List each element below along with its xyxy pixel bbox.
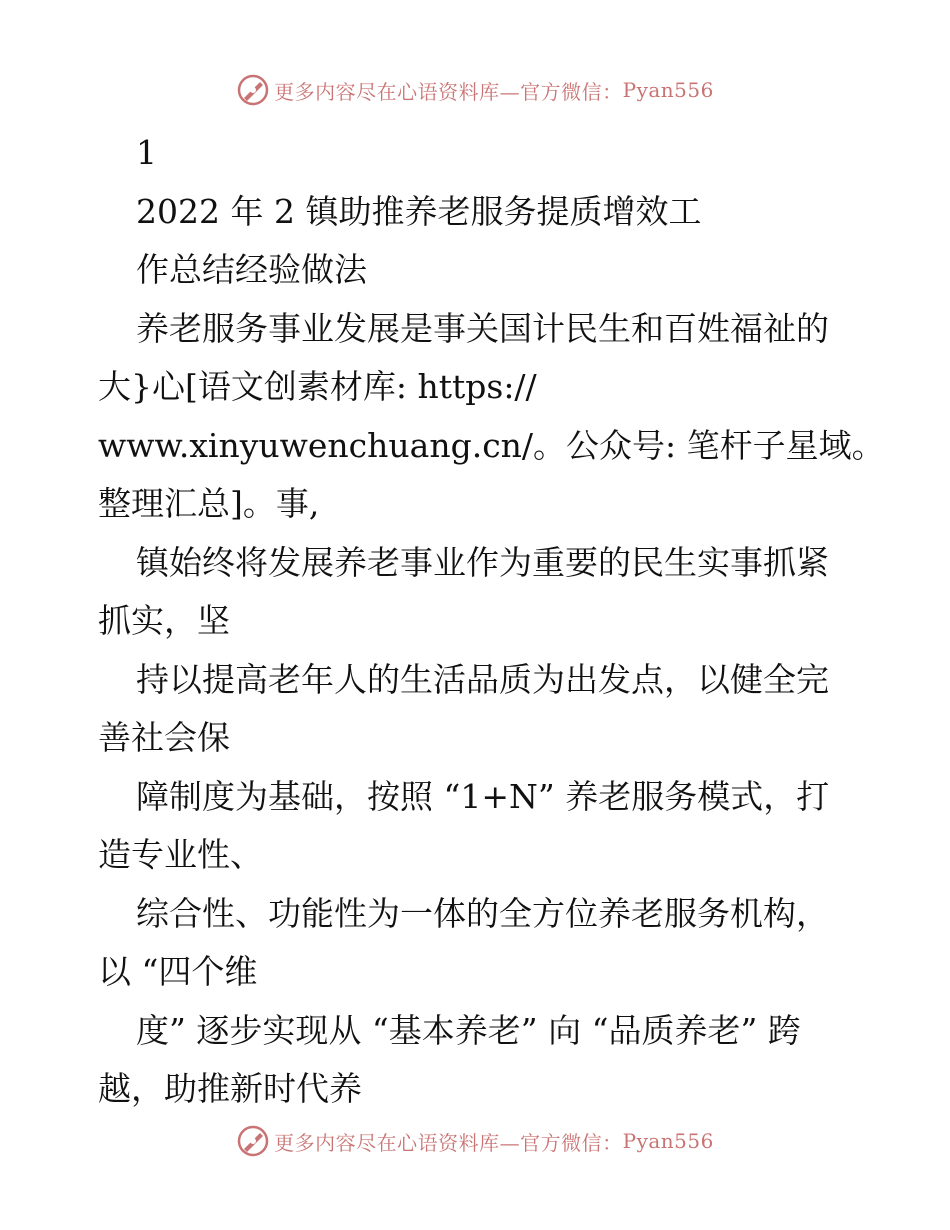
document-body	[98, 124, 885, 1119]
body-line: 度” 逐步实现从 “基本养老” 向 “品质养老” 跨	[136, 1010, 801, 1050]
header-banner	[0, 70, 950, 110]
document-title-line-1: 2022 年 2 镇助推养老服务提质增效工	[136, 191, 702, 231]
body-line: 整理汇总]。事,	[98, 484, 320, 523]
body-line: 养老服务事业发展是事关国计民生和百姓福祉的	[136, 308, 829, 348]
document-title-line-2: 作总结经验做法	[136, 250, 367, 289]
body-line: 综合性、功能性为一体的全方位养老服务机构，	[136, 893, 829, 933]
header-wechat-id: Pyan556	[622, 78, 714, 102]
pen-logo-icon	[236, 1124, 270, 1158]
body-line: 抓实，坚	[98, 601, 230, 640]
body-line: 越，助推新时代养	[98, 1069, 362, 1108]
body-line: 造专业性、	[98, 835, 263, 874]
body-line: 障制度为基础，按照 “1+N” 养老服务模式，打	[136, 776, 830, 816]
body-line: www.xinyuwenchuang.cn/。公众号: 笔杆子星域。	[98, 425, 885, 465]
pen-logo-icon	[236, 73, 270, 107]
page-number: 1	[136, 133, 157, 172]
body-line: 以 “四个维	[98, 952, 258, 991]
footer-banner-text: 更多内容尽在心语资料库—官方微信：	[274, 1130, 623, 1155]
body-line: 镇始终将发展养老事业作为重要的民生实事抓紧	[136, 542, 829, 582]
body-line: 大}心[语文创素材库: https://	[98, 367, 537, 406]
body-line: 持以提高老年人的生活品质为出发点，以健全完	[136, 659, 829, 699]
body-line: 善社会保	[98, 718, 230, 757]
footer-wechat-id: Pyan556	[622, 1129, 714, 1153]
header-banner-text: 更多内容尽在心语资料库—官方微信：	[274, 79, 623, 104]
footer-banner	[0, 1121, 950, 1161]
